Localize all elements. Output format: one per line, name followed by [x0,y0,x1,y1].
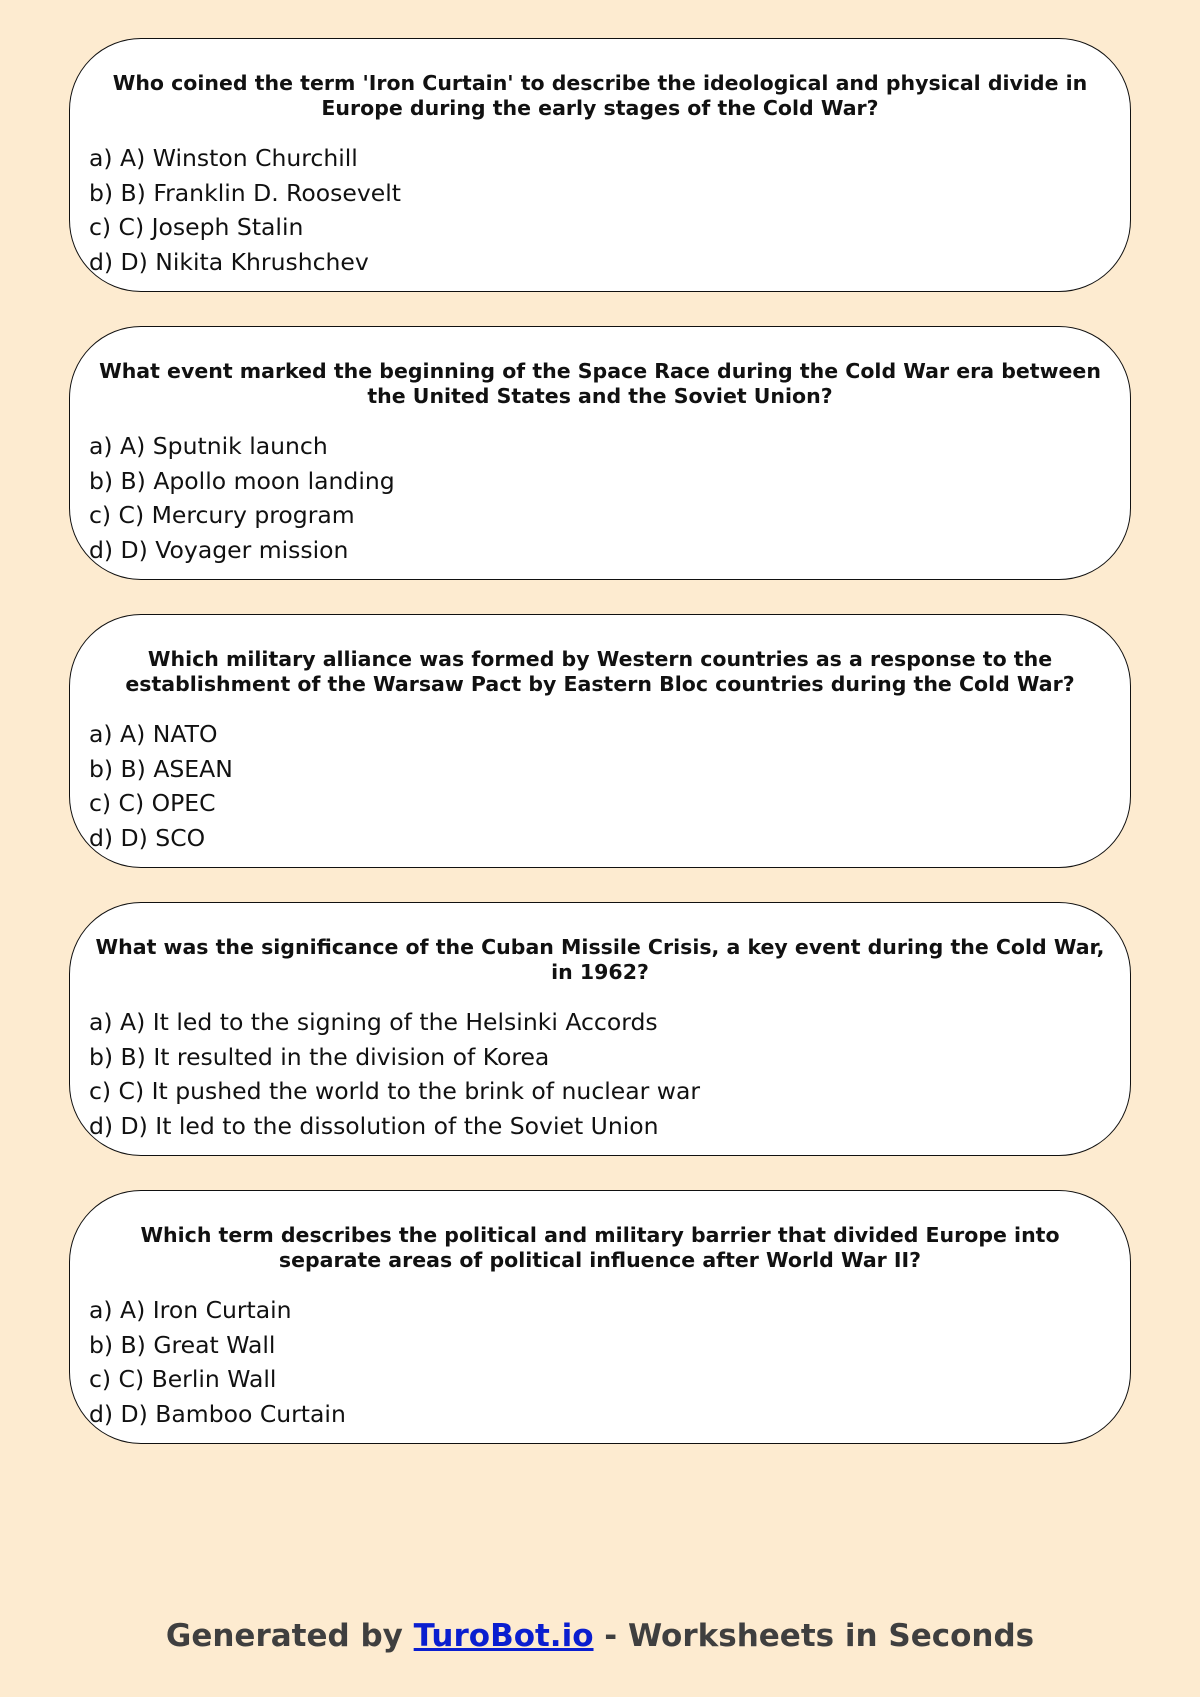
footer-prefix: Generated by [165,1618,414,1654]
answer-option-d: d) D) SCO [89,823,206,852]
answer-options [89,141,401,279]
question-card-1 [69,38,1131,292]
answer-option-b: b) B) ASEAN [89,754,233,783]
question-card-2 [69,326,1131,580]
answer-option-a: a) A) Sputnik launch [89,432,328,460]
question-text: What event marked the beginning of the Space Race during the Cold War era between the United States and the Soviet Union? [99,359,1101,408]
turobot-link[interactable]: TuroBot.io [413,1618,594,1654]
footer-credit [0,1618,1200,1654]
answer-options [89,1005,700,1143]
answer-options [89,1293,346,1431]
answer-option-a: a) A) Iron Curtain [89,1296,292,1324]
question-text: Which military alliance was formed by Western countries as a response to the establishment of the Warsaw Pact by Eastern Bloc countries during the Cold War? [125,647,1075,696]
question-text: Who coined the term 'Iron Curtain' to describe the ideological and physical divide in Europe during the early stages of the Cold War? [112,71,1088,120]
answer-option-d: d) D) It led to the dissolution of the Soviet Union [89,1111,659,1140]
answer-option-a: a) A) NATO [89,720,218,748]
answer-option-c: c) C) OPEC [89,789,216,817]
answer-option-d: d) D) Bamboo Curtain [89,1399,346,1428]
answer-option-b: b) B) It resulted in the division of Korea [89,1042,550,1071]
question-text: What was the significance of the Cuban Missile Crisis, a key event during the Cold War, in 1962? [95,935,1105,984]
answer-option-a: a) A) Winston Churchill [89,144,358,172]
question-card-4 [69,902,1131,1156]
answer-option-b: b) B) Apollo moon landing [89,466,395,495]
answer-option-d: d) D) Nikita Khrushchev [89,247,369,276]
answer-option-d: d) D) Voyager mission [89,535,349,564]
question-text: Which term describes the political and military barrier that divided Europe into separate areas of political influence after World War II? [140,1223,1060,1272]
answer-option-c: c) C) Mercury program [89,501,355,529]
answer-options [89,717,233,855]
question-card-3 [69,614,1131,868]
answer-option-a: a) A) It led to the signing of the Helsinki Accords [89,1008,658,1036]
answer-options [89,429,395,567]
footer-suffix: - Worksheets in Seconds [593,1618,1035,1654]
answer-option-b: b) B) Great Wall [89,1330,276,1359]
answer-option-c: c) C) Joseph Stalin [89,213,304,241]
answer-option-c: c) C) Berlin Wall [89,1365,277,1393]
answer-option-c: c) C) It pushed the world to the brink of nuclear war [89,1077,701,1105]
answer-option-b: b) B) Franklin D. Roosevelt [89,178,401,207]
question-card-5 [69,1190,1131,1444]
